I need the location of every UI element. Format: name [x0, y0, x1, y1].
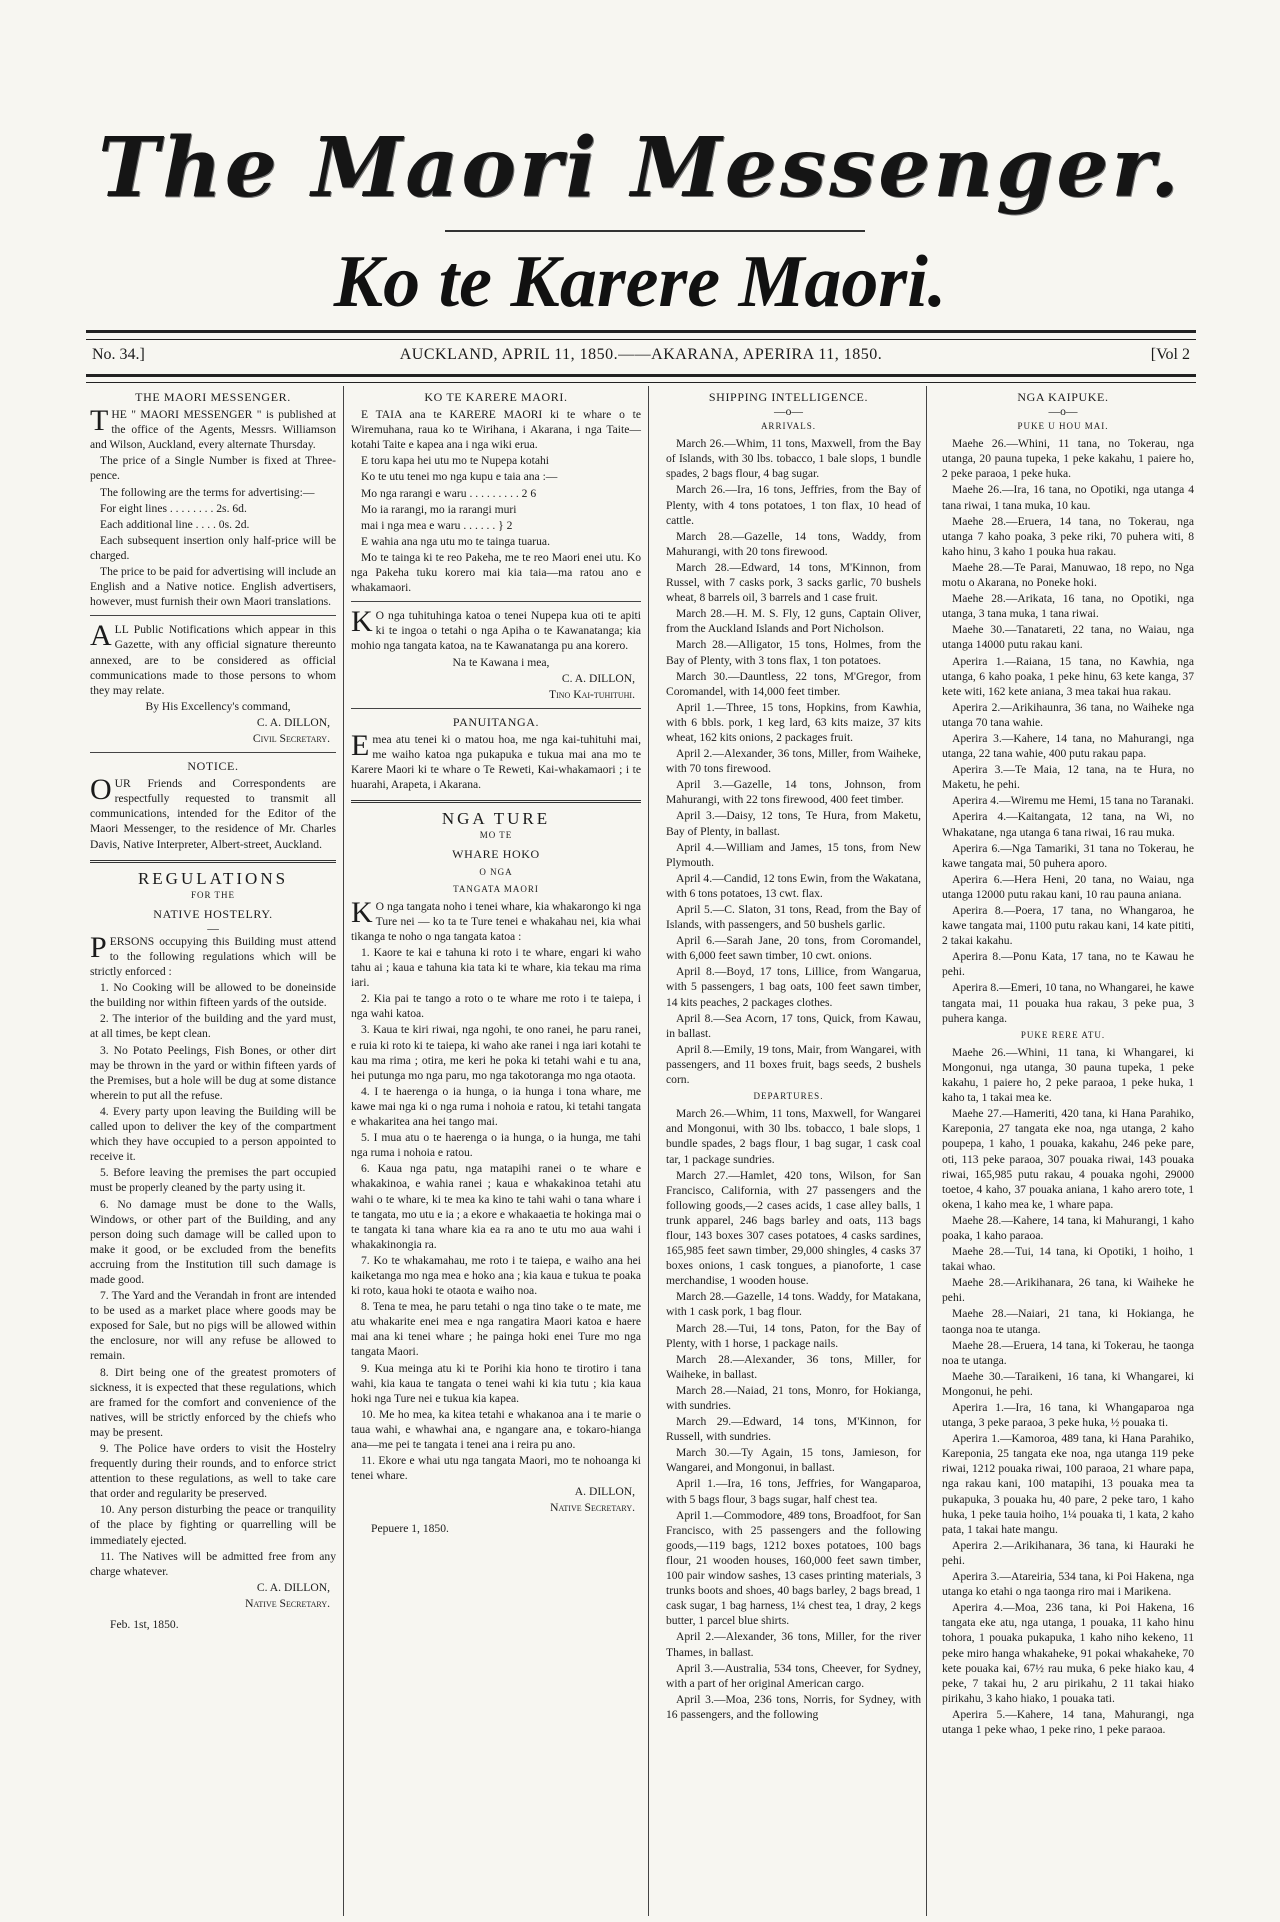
- column-shipping-english: [656, 386, 921, 1723]
- ornament: —o—: [774, 405, 803, 419]
- departure-entry: April 3.—Australia, 534 tons, Cheever, for Sydney, with a part of her original American cargo.: [666, 1661, 921, 1690]
- arrival-entry: Aperira 4.—Kaitangata, 12 tana, na Wi, no Whakatane, nga utanga 6 tana riwai, 16 rau muka.: [942, 810, 1194, 839]
- departure-entry: Maehe 28.—Kahere, 14 tana, ki Mahurangi, 1 kaho poaka, 1 kaho paraoa.: [942, 1213, 1194, 1242]
- regulation-item: 3. No Potato Peelings, Fish Bones, or other dirt may be thrown in the yard or within fifteen yards of the Premises, but a hole will be dug at some distance wherein to put all the refuse.: [90, 1043, 336, 1102]
- signature-name: C. A. DILLON,: [561, 671, 635, 685]
- column-divider: [926, 386, 927, 1916]
- divider: [90, 860, 336, 863]
- regulation-item: 4. I te haerenga o ia hunga, o ia hunga i tona whare, me kawe mai nga ki o nga ruma i nohoia e ratou, ki tetahi tangata e whakaritea ana hei tango mai.: [351, 1084, 641, 1129]
- drop-cap: O: [90, 773, 112, 807]
- divider: [90, 752, 336, 753]
- arrival-entry: April 6.—Sarah Jane, 20 tons, from Coromandel, with 6,000 feet sawn timber, 10 cwt. onions.: [666, 934, 921, 963]
- ornament: —o—: [1048, 405, 1078, 419]
- departure-entry: March 28.—Tui, 14 tons, Paton, for the Bay of Plenty, with 1 horse, 1 package nails.: [666, 1321, 921, 1350]
- regulation-item: 10. Any person disturbing the peace or tranquility of the place by fighting or quarrelling will be immediately ejected.: [90, 1503, 336, 1547]
- section-subtitle: NATIVE HOSTELRY.: [153, 906, 273, 921]
- arrivals-heading: ARRIVALS.: [760, 421, 817, 432]
- regulation-item: 6. No damage must be done to the Walls, Windows, or other part of the Building, and any person doing such damage will be called upon to make it good, or be excluded from the benefits accruing from the Institution till such damage is made good.: [90, 1197, 336, 1286]
- section-title: NOTICE.: [187, 759, 239, 774]
- signature-name: C. A. DILLON,: [256, 1580, 330, 1594]
- section-subtitle: TANGATA MAORI: [453, 883, 539, 894]
- arrivals-list: [932, 436, 1194, 1026]
- header-rule-bottom: [86, 374, 1196, 383]
- column-maori-notices: [351, 386, 641, 1537]
- masthead-title-maori: Ko te Karere Maori.: [333, 241, 947, 323]
- section-title: KO TE KARERE MAORI.: [424, 390, 568, 404]
- departure-entry: Aperira 2.—Arikihanara, 36 tana, ki Hauraki he pehi.: [942, 1538, 1194, 1567]
- departure-entry: Maehe 28.—Tui, 14 tana, ki Opotiki, 1 hoiho, 1 takai whao.: [942, 1245, 1194, 1274]
- regulation-item: 9. Kua meinga atu ki te Porihi kia hono te tirotiro i tana wahi, kia kaua te tangata o tenei wahi ki kia tutu ; kia kaua hoki nga Ture nei e tukua kia kapea.: [351, 1361, 641, 1405]
- regulation-item: 3. Kaua te kiri riwai, nga ngohi, te ono ranei, he paru ranei, e ruia ki roto ki te taiepa, ki waho ake ranei i nga iari kotahi te kau ma rima ; otira, me keri he poka ki tetahi wahi e tu ana, hei putunga mo nga paru, mo nga takotoranga mo nga otaota.: [351, 1023, 641, 1082]
- departure-entry: Aperira 1.—Kamoroa, 489 tana, ki Hana Parahiko, Kareponia, 25 tangata eke noa, nga utanga 119 peke riwai, 1212 pouaka riwai, 100 paraoa, 21 whare papa, nga rakau kani, 100 matapihi, 13 pouaka mea ta pukapuka, 3 pouaka hu, 40 pare, 2 peke taro, 1 kaho huka, 1 peke tauia hoiho, 1¼ pouaka ti, 1 kata, 2 kaho pata, 1 takai hate mangu.: [942, 1432, 1194, 1536]
- arrival-entry: Aperira 8.—Poera, 17 tana, no Whangaroa, he kawe tangata mai, 1100 putu rakau kani, 14 kate pititi, 2 takai kakahu.: [942, 904, 1194, 948]
- paragraph: Each subsequent insertion only half-price will be charged.: [90, 533, 336, 562]
- section-subtitle: WHARE HOKO: [452, 847, 540, 862]
- arrival-entry: Aperira 3.—Te Maia, 12 tana, na te Hura, no Maketu, he pehi.: [942, 763, 1194, 792]
- arrival-entry: March 30.—Dauntless, 22 tons, M'Gregor, from Coromandel, with 14,000 feet timber.: [666, 669, 921, 698]
- departure-entry: March 26.—Whim, 11 tons, Maxwell, for Wangarei and Mongonui, with 30 lbs. tobacco, 1 bale slops, 1 bundle spades, 2 bags flour, 1 bag sugar, 1 cask coal tar, 1 package sundries.: [666, 1107, 921, 1166]
- arrival-entry: Aperira 6.—Hera Heni, 20 tana, no Waiau, nga utanga 12000 putu rakau kani, 10 rau pauna aniana.: [942, 872, 1194, 901]
- drop-cap: K: [351, 605, 373, 639]
- rate-line: For eight lines . . . . . . . . 2s. 6d.: [100, 501, 247, 515]
- drop-cap: A: [90, 619, 112, 653]
- section-subtitle: FOR THE: [190, 889, 236, 900]
- section-title: NGA KAIPUKE.: [1017, 390, 1109, 404]
- paragraph: THE " MAORI MESSENGER " is published at the office of the Agents, Messrs. Williamson and Wilson, Auckland, every alternate Thursday.: [90, 404, 336, 452]
- departure-entry: Maehe 30.—Taraikeni, 16 tana, ki Whangarei, ki Mongonui, he pehi.: [942, 1369, 1194, 1398]
- notice-date: Feb. 1st, 1850.: [110, 1618, 179, 1632]
- rate-line: Each additional line . . . . 0s. 2d.: [100, 517, 250, 531]
- departures-heading: DEPARTURES.: [753, 1091, 824, 1102]
- notice-date: Pepuere 1, 1850.: [371, 1522, 449, 1536]
- signature-title: Native Secretary.: [550, 1501, 635, 1515]
- arrival-entry: Maehe 26.—Ira, 16 tana, no Opotiki, nga utanga 4 tana riwai, 1 tana muka, 10 kau.: [942, 483, 1194, 512]
- regulation-item: 6. Kaua nga patu, nga matapihi ranei o te whare e whakakinoa, e wahia ranei ; kaua e whakakinoa tetahi atu wahi o te whare, ki te mea ka kino te tahi wahi o tana whare i te tangata, mo utu e ia ; a ekore e whakaaetia te hokinga mai o te tangata ki tana whare kia ea ra ano te utu mo aua wahi i whakakinongia ra.: [351, 1162, 641, 1251]
- column-shipping-maori: [932, 386, 1194, 1738]
- arrival-entry: March 28.—Edward, 14 tons, M'Kinnon, from Russel, with 7 casks pork, 3 sacks garlic, 70 bushels wheat, 8 barrels oil, 3 barrels and 1 case fruit.: [666, 560, 921, 605]
- rate-line: Mo nga rarangi e waru . . . . . . . . . 2 6: [361, 486, 537, 500]
- arrival-entry: April 1.—Three, 15 tons, Hopkins, from Kawhia, with 6 bbls. pork, 1 keg lard, 63 kits maize, 37 kits wheat, 162 kits onions, 2 packages fruit.: [666, 700, 921, 744]
- arrival-entry: Maehe 28.—Eruera, 14 tana, no Tokerau, nga utanga 7 kaho poaka, 3 peke riki, 70 puhera witi, 8 kaho hinu, 3 kaho 1 pouka hua rakau.: [942, 514, 1194, 558]
- paragraph: Emea atu tenei ki o matou hoa, me nga kai-tuhituhi mai, me waiho katoa nga pukapuka e tukua mai ana mo te Karere Maori ki te whare o Te Reweti, Kai-whakamaori ; i te huarahi, Arapeta, i Akarana.: [351, 728, 641, 792]
- divider: [351, 601, 641, 602]
- column-divider: [343, 386, 344, 1916]
- departure-entry: April 1.—Ira, 16 tons, Jeffries, for Wangaparoa, with 5 bags flour, 3 bags sugar, half chest tea.: [666, 1477, 921, 1506]
- arrival-entry: Aperira 2.—Arikihaunra, 36 tana, no Waiheke nga utanga 70 tana wahie.: [942, 700, 1194, 729]
- rate-line: Mo ia rarangi, mo ia rarangi muri: [361, 502, 517, 516]
- section-title: NGA TURE: [441, 809, 551, 829]
- paragraph: ALL Public Notifications which appear in this Gazette, with any official signature thereunto annexed, are to be considered as official communications made to those persons to whom they may relate.: [90, 619, 336, 697]
- signature-title: Native Secretary.: [245, 1596, 330, 1610]
- divider: [351, 708, 641, 709]
- departure-entry: March 30.—Ty Again, 15 tons, Jamieson, for Wangarei, and Mongonui, in ballast.: [666, 1446, 921, 1475]
- arrival-entry: March 26.—Ira, 16 tons, Jeffries, from the Bay of Plenty, with 4 tons potatoes, 1 ton flax, 10 head of cattle.: [666, 483, 921, 527]
- masthead: [0, 120, 1280, 323]
- regulation-item: 5. I mua atu o te haerenga o ia hunga, o ia hunga, me tahi nga ruma i nohoia e ratou.: [351, 1131, 641, 1160]
- regulation-item: 11. The Natives will be admitted free from any charge whatever.: [90, 1549, 336, 1578]
- arrival-entry: March 28.—Gazelle, 14 tons, Waddy, from Mahurangi, with 20 tons firewood.: [666, 529, 921, 558]
- arrival-entry: Aperira 6.—Nga Tamariki, 31 tana no Tokerau, he kawe tangata mai, 50 puhera aporo.: [942, 841, 1194, 870]
- departures-heading: PUKE RERE ATU.: [1020, 1029, 1106, 1040]
- paragraph: PERSONS occupying this Building must attend to the following regulations which will be strictly enforced :: [90, 930, 336, 979]
- departure-entry: Maehe 28.—Naiari, 21 tana, ki Hokianga, he taonga noa te utanga.: [942, 1307, 1194, 1336]
- departure-entry: April 3.—Moa, 236 tons, Norris, for Sydney, with 16 passengers, and the following: [666, 1692, 921, 1721]
- signature-name: C. A. DILLON,: [256, 715, 330, 729]
- departure-entry: April 1.—Commodore, 489 tons, Broadfoot, for San Francisco, with 25 passengers and the following goods,—119 bags, 1212 boxes potatoes, 100 bags flour, 21 wooden houses, 160,000 feet sawn timber, 100 pair window sashes, 13 cases printing materials, 3 trunks boots and shoes, 40 bags barley, 2 bags bread, 1 cask sugar, 1 bag harness, 1¼ chest tea, 1 dray, 2 kegs butter, 1 parcel blue shirts.: [666, 1508, 921, 1628]
- regulation-item: 1. Kaore te kai e tahuna ki roto i te whare, engari ki waho tahu ai ; kaua e tahuna kia tata ki te whare, kia tekau ma rima iari.: [351, 946, 641, 990]
- paragraph: E toru kapa hei utu mo te Nupepa kotahi: [361, 454, 550, 468]
- arrival-entry: April 4.—Candid, 12 tons Ewin, from the Wakatana, with 6 tons potatoes, 13 cwt. flax.: [666, 871, 921, 900]
- departure-entry: March 28.—Naiad, 21 tons, Monro, for Hokianga, with sundries.: [666, 1383, 921, 1412]
- paragraph: OUR Friends and Correspondents are respectfully requested to transmit all communications, intended for the Editor of the Maori Messenger, to the residence of Mr. Charles Davis, Native Interpreter, Albert-street, Auckland.: [90, 773, 336, 851]
- regulation-list: [90, 980, 336, 1579]
- section-subtitle: MO TE: [479, 830, 513, 841]
- departure-entry: Maehe 28.—Eruera, 14 tana, ki Tokerau, he taonga noa te utanga.: [942, 1338, 1194, 1367]
- byline: By His Excellency's command,: [145, 699, 291, 713]
- issue-number: No. 34.]: [92, 346, 145, 363]
- header-rule-top: [86, 330, 1196, 340]
- arrival-entry: Maehe 28.—Arikata, 16 tana, no Opotiki, nga utanga, 3 tana muka, 1 tana riwai.: [942, 592, 1194, 621]
- arrival-entry: Aperira 8.—Emeri, 10 tana, no Whangarei, he kawe tangata mai, 11 pouaka hua rakau, 3 peke pua, 3 puhera kanga.: [942, 981, 1194, 1025]
- regulation-item: 5. Before leaving the premises the part occupied must be properly cleaned by the party using it.: [90, 1166, 336, 1195]
- arrival-entry: April 8.—Boyd, 17 tons, Lillice, from Wangarua, with 5 passengers, 1 bag oats, 100 feet sawn timber, 14 kits peaches, 2 packages clothes.: [666, 965, 921, 1009]
- arrival-entry: April 8.—Sea Acorn, 17 tons, Quick, from Kawau, in ballast.: [666, 1011, 921, 1040]
- section-title: SHIPPING INTELLIGENCE.: [708, 390, 869, 404]
- arrival-entry: April 5.—C. Slaton, 31 tons, Read, from the Bay of Islands, with passengers, and 50 bushels garlic.: [666, 903, 921, 932]
- drop-cap: E: [351, 728, 370, 762]
- arrivals-list: [656, 436, 921, 1087]
- section-title: REGULATIONS: [137, 868, 289, 888]
- drop-cap: K: [351, 895, 373, 929]
- arrival-entry: Aperira 3.—Kahere, 14 tana, no Mahurangi, nga utanga, 22 tana wahie, 400 putu rakau papa.: [942, 731, 1194, 761]
- paragraph: The price of a Single Number is fixed at Three-pence.: [90, 454, 336, 483]
- arrivals-heading: PUKE U HOU MAI.: [1017, 421, 1109, 432]
- arrival-entry: April 3.—Daisy, 12 tons, Te Hura, from Maketu, Bay of Plenty, in ballast.: [666, 809, 921, 838]
- paragraph: E wahia ana nga utu mo te tainga tuarua.: [361, 534, 550, 548]
- departure-entry: March 28.—Alexander, 36 tons, Miller, for Waiheke, in ballast.: [666, 1352, 921, 1381]
- regulation-item: 7. The Yard and the Verandah in front are intended to be used as a market place where goods may be exposed for Sale, but no pigs will be allowed within the enclosure, nor will any refuse be allowed to remain.: [90, 1289, 336, 1363]
- arrival-entry: Maehe 26.—Whini, 11 tana, no Tokerau, nga utanga, 20 pauna tupeka, 1 peke kakahu, 1 paiere ho, 2 peke paraoa, 1 peke huka.: [942, 437, 1194, 481]
- column-english-notices: THE MAORI MESSENGER. THE " MAORI MESSENGER " is published at the office of the Agents, Messrs. Williamson and Wilson, Auckland, every alternate Thursday. The price of a Single Number is fixed at Three-pence. The following are the terms for advertising:— For eight lines . . . . . . . . 2s. 6d. Each additional line . . . . 0s. 2d. Each subsequent insertion only half-price will be charged. The price to be paid for advertising will include an English and a Native notice. English advertisers, however, must furnish their own Maori translations. ALL Public Notifications which appear in this Gazette, with any official signature thereunto annexed, are to be considered as official communications made to those persons to whom they may relate. By His Excellency's command, C. A. DILLON, Civil Secretary. NOTICE. OUR Friends and Correspondents are respectfully requested to transmit all communications, intended for the Editor of the Maori Messenger, to the residence of Mr. Charles Davis, Native Interpreter, Albert-street, Auckland. REGULATIONS FOR THE NATIVE HOSTELRY. — PERSONS occupying this Building must attend to the following regulations which will be strictly enforced : 1. No Cooking will be allowed to be doneinside the building nor within fifteen yards of the outside. 2. The interior of the building and the yard must, at all times, be kept clean. 3. No Potato Peelings, Fish Bones, or other dirt may be thrown in the yard or within fifteen yards of the Premises, but a hole will be dug at some distance wherein to put all the refuse. 4. Every party upon leaving the Building will be called upon to deliver the key of the compartment which they have occupied to a person appointed to receive it. 5. Before leaving the premises the part occupied must be properly cleaned by the party using it. 6. No damage must be done to the Walls, Windows, or other part of the Building, and any person doing such damage will be called upon to make it good, or be excluded from the benefits accruing from the Institution till such damage is made good. 7. The Yard and the Verandah in front are intended to be used as a market place where goods may be exposed for Sale, but no pigs will be allowed within the enclosure, nor will any refuse be allowed to remain. 8. Dirt being one of the greatest promoters of sickness, it is expected that these regulations, which are framed for the comfort and convenience of the natives, will be strictly enforced by the chiefs who may be present. 9. The Police have orders to visit the Hostelry frequently during their rounds, and to enforce strict attention to these regulations, as well to take care that order and regularity be preserved. 10. Any person disturbing the peace or tranquility of the place by fighting or quarrelling will be immediately ejected. 11. The Natives will be admitted free from any charge whatever. C. A. DILLON, Native Secretary. Feb. 1st, 1850.: [90, 390, 336, 1632]
- masthead-rule: [445, 230, 865, 232]
- regulation-item: 4. Every party upon leaving the Building will be called upon to deliver the key of the compartment which they have occupied to a person appointed to receive it.: [90, 1104, 336, 1164]
- arrival-entry: April 2.—Alexander, 36 tons, Miller, from Waiheke, with 70 tons firewood.: [666, 747, 921, 776]
- paragraph: K O nga tangata noho i tenei whare, kia whakarongo ki nga Ture nei — ko ta te Ture tenei e whakahau nei, kia whai tikanga te noho o nga tangata katoa :: [351, 895, 641, 943]
- regulation-item: 11. Ekore e whai utu nga tangata Maori, mo te nohoanga ki tenei whare.: [351, 1454, 641, 1483]
- arrival-entry: March 28.—Alligator, 15 tons, Holmes, from the Bay of Plenty, with 3 tons flax, 1 ton potatoes.: [666, 638, 921, 667]
- departure-entry: March 28.—Gazelle, 14 tons. Waddy, for Matakana, with 1 cask pork, 1 bag flour.: [666, 1290, 921, 1319]
- regulation-item: 10. Me ho mea, ka kitea tetahi e whakanoa ana i te marie o taua wahi, e whawhai ana, e ngangare ana, e tokaro-hianga ana—me pei te tangata i tenei ana i reira pu ano.: [351, 1407, 641, 1451]
- section-subtitle: O NGA: [479, 866, 513, 877]
- divider: [90, 615, 336, 616]
- paragraph: K O nga tuhituhinga katoa o tenei Nupepa kua oti te apiti ki te ingoa o tetahi o nga Apiha o te Kawanatanga; kia mohio nga tangata katoa, na te Kawanatanga pu ana korero.: [351, 605, 641, 653]
- issue-date: AUCKLAND, APRIL 11, 1850.——AKARANA, APERIRA 11, 1850.: [399, 346, 883, 363]
- paragraph: Ko te utu tenei mo nga kupu e taia ana :—: [361, 470, 558, 484]
- regulation-item: 8. Dirt being one of the greatest promoters of sickness, it is expected that these regulations, which are framed for the comfort and convenience of the natives, will be strictly enforced by the chiefs who may be present.: [90, 1365, 336, 1439]
- byline: Na te Kawana i mea,: [452, 655, 550, 669]
- regulation-list: [351, 945, 641, 1483]
- arrival-entry: Aperira 4.—Wiremu me Hemi, 15 tana no Taranaki.: [952, 794, 1194, 808]
- departure-entry: April 2.—Alexander, 36 tons, Miller, for the river Thames, in ballast.: [666, 1630, 921, 1659]
- arrival-entry: Maehe 30.—Tanatareti, 22 tana, no Waiau, nga utanga 14000 putu rakau kani.: [942, 623, 1194, 652]
- regulation-item: 8. Tena te mea, he paru tetahi o nga tino take o te mate, me atu whakarite enei mea e nga rangatira Maori katoa e haere mai ana ki tenei whare ; he painga hoki enei Ture mo nga tangata Maori.: [351, 1300, 641, 1359]
- paragraph: E TAIA ana te KARERE MAORI ki te whare o te Wiremuhana, raua ko te Wirihana, i Akarana, i nga Taite—kotahi Taite e kapea ana i nga wiki erua.: [351, 408, 641, 452]
- arrival-entry: April 3.—Gazelle, 14 tons, Johnson, from Mahurangi, with 22 tons firewood, 400 feet timber.: [666, 778, 921, 807]
- arrival-entry: Maehe 28.—Te Parai, Manuwao, 18 repo, no Nga motu o Akarana, no Poneke hoki.: [942, 560, 1194, 590]
- regulation-item: 2. Kia pai te tango a roto o te whare me roto i te taiepa, i nga wahi katoa.: [351, 992, 641, 1021]
- drop-cap: P: [90, 930, 107, 964]
- arrival-entry: April 8.—Emily, 19 tons, Mair, from Wangarei, with passengers, and 11 boxes fruit, bags seeds, 2 bushels corn.: [666, 1042, 921, 1087]
- signature-title: Civil Secretary.: [252, 731, 330, 745]
- drop-cap: T: [90, 404, 109, 438]
- departure-entry: Aperira 3.—Atareiria, 534 tana, ki Poi Hakena, nga utanga ko etahi o nga taonga riro mai i Marikena.: [942, 1570, 1194, 1599]
- volume-number: [Vol 2: [1150, 346, 1190, 363]
- signature-name: A. DILLON,: [574, 1485, 635, 1499]
- departure-entry: Aperira 5.—Kahere, 14 tana, Mahurangi, nga utanga 1 peke whao, 1 peke rino, 1 peke paraoa.: [942, 1707, 1194, 1736]
- paragraph: The following are the terms for advertising:—: [100, 485, 315, 499]
- dateline: [86, 344, 1196, 368]
- departures-list: [656, 1106, 921, 1722]
- regulation-item: 1. No Cooking will be allowed to be doneinside the building nor within fifteen yards of the outside.: [90, 981, 336, 1010]
- paragraph: The price to be paid for advertising will include an English and a Native notice. English advertisers, however, must furnish their own Maori translations.: [90, 565, 336, 609]
- departure-entry: Aperira 4.—Moa, 236 tana, ki Poi Hakena, 16 tangata eke atu, nga utanga, 1 pouaka, 11 kaho hinu tohora, 1 pouaka pukapuka, 1 kaho niho kekeno, 11 peke miro hanga whakaheke, 91 pokai whakaheke, 70 kete pouaka kai, 67½ rau muka, 6 peke hiako kau, 4 peke, 7 takai hu, 2 aru pirikahu, 2 11 takai hiako pirikahu, 3 kaho hiako, 1 pouaka tati.: [942, 1601, 1194, 1705]
- regulation-item: 7. Ko te whakamahau, me roto i te taiepa, e waiho ana hei kaiketanga mo nga mea e hoko ana ; kia kaua e tukua te poaka ki roto, kaua hoki te otaota e waiho noa.: [351, 1253, 641, 1298]
- arrival-entry: Aperira 8.—Ponu Kata, 17 tana, no te Kawau he pehi.: [942, 950, 1194, 979]
- signature-title: Tino Kai-tuhituhi.: [549, 687, 635, 701]
- arrival-entry: March 28.—H. M. S. Fly, 12 guns, Captain Oliver, from the Auckland Islands and Port Nicholson.: [666, 607, 921, 636]
- departures-list: [932, 1045, 1194, 1737]
- arrival-entry: March 26.—Whim, 11 tons, Maxwell, from the Bay of Islands, with 30 lbs. tobacco, 1 bale slops, 1 bundle spades, 2 bags flour, 4 bag sugar.: [666, 437, 921, 481]
- departure-entry: Maehe 26.—Whini, 11 tana, ki Whangarei, ki Mongonui, nga utanga, 30 pauna tupeka, 1 peke kakahu, 1 paiere ho, 2 peke paraoa, 1 peke huka, 1 kaho ta, 1 takai mea ke.: [942, 1045, 1194, 1105]
- regulation-item: 2. The interior of the building and the yard must, at all times, be kept clean.: [90, 1012, 336, 1041]
- paragraph: Mo te tainga ki te reo Pakeha, me te reo Maori enei utu. Ko nga Pakeha tuku korero mai kia taia—ma ratou ano e whakamaori.: [351, 550, 641, 595]
- regulation-item: 9. The Police have orders to visit the Hostelry frequently during their rounds, and to enforce strict attention to these regulations, as well to take care that order and regularity be preserved.: [90, 1442, 336, 1501]
- departure-entry: Maehe 27.—Hameriti, 420 tana, ki Hana Parahiko, Kareponia, 27 tangata eke noa, nga utanga, 2 kaho poupepa, 1 kaho, 1 pouaka, kakahu, 246 peke pare, oti, 113 peke paraoa, 307 pouaka riwai, 143 pouaka riwai, 165,985 putu rakau, 4 pouaka ngohi, 29000 toetoe, 4 kaho, 37 pouaka aniana, 1 kaho arero tote, 1 okena, 1 kaho mea ke, 1 whare papa.: [942, 1107, 1194, 1211]
- section-title: THE MAORI MESSENGER.: [135, 390, 291, 404]
- column-divider: [648, 386, 649, 1916]
- arrival-entry: Aperira 1.—Raiana, 15 tana, no Kawhia, nga utanga, 6 kaho poaka, 1 peke hinu, 63 kete kanga, 37 kete witi, 162 kete aniana, 3 mea takai hua rakau.: [942, 654, 1194, 698]
- arrival-entry: April 4.—William and James, 15 tons, from New Plymouth.: [666, 840, 921, 869]
- departure-entry: March 29.—Edward, 14 tons, M'Kinnon, for Russell, with sundries.: [666, 1415, 921, 1444]
- departure-entry: Aperira 1.—Ira, 16 tana, ki Whangaparoa nga utanga, 3 peke paraoa, 3 peke huka, ½ pouaka ti.: [942, 1401, 1194, 1430]
- departure-entry: Maehe 28.—Arikihanara, 26 tana, ki Waiheke he pehi.: [942, 1276, 1194, 1305]
- section-title: PANUITANGA.: [452, 714, 540, 729]
- departure-entry: March 27.—Hamlet, 420 tons, Wilson, for San Francisco, California, with 27 passengers and the following goods,—2 cases acids, 1 case alley balls, 1 trunk apparel, 246 bags barley and oats, 113 bags flour, 143 boxes 307 cases potatoes, 4 casks sardines, 165,985 feet sawn timber, 29,000 shingles, 4 casks 37 boxes onions, 1 cask tongues, a pianoforte, 1 case merchandise, 1 wooden house.: [666, 1168, 921, 1288]
- divider: [351, 800, 641, 803]
- masthead-title-english: The Maori Messenger.: [98, 120, 1182, 216]
- rate-line: mai i nga mea e waru . . . . . . } 2: [361, 518, 513, 532]
